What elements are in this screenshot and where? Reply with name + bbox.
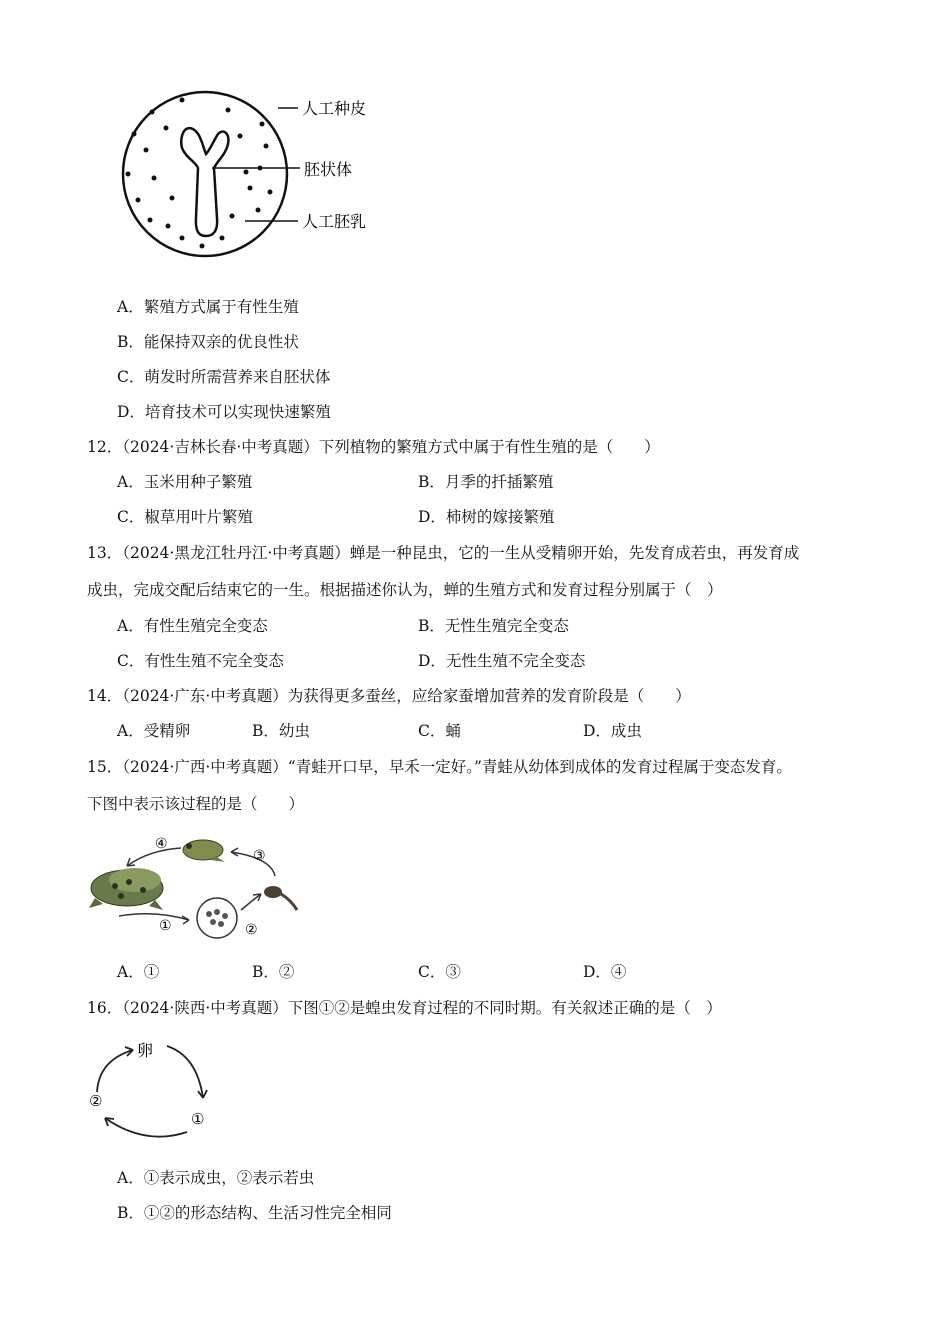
q13-option-d: D．无性生殖不完全变态 [418,652,586,670]
q15-option-b: B．② [252,963,295,981]
q12-option-c: C．椒草用叶片繁殖 [117,508,253,526]
q16-option-a: A．①表示成虫，②表示若虫 [117,1169,315,1187]
locust-lifecycle-figure [85,1032,225,1147]
q14-option-d: D．成虫 [583,722,642,740]
frog-mark-4: ④ [155,836,168,852]
frog-lifecycle-figure [85,828,305,948]
q11-option-c: C．萌发时所需营养来自胚状体 [117,368,331,386]
q15-stem-line2: 下图中表示该过程的是（ ） [87,795,305,813]
frog-mark-1: ① [159,918,172,934]
q16-option-b: B．①②的形态结构、生活习性完全相同 [117,1204,392,1222]
q11-option-b: B．能保持双亲的优良性状 [117,333,299,351]
artificial-seed-figure [110,88,400,263]
frog-mark-2: ② [245,922,258,938]
q12-option-a: A．玉米用种子繁殖 [117,473,253,491]
q14-option-a: A．受精卵 [117,722,191,740]
q15-stem-line1: 15．（2024·广西·中考真题）“青蛙开口早，早禾一定好。”青蛙从幼体到成体的发育过程属于变态发育。 [87,758,792,776]
q14-option-b: B．幼虫 [252,722,310,740]
q13-stem-line1: 13．（2024·黑龙江牡丹江·中考真题）蝉是一种昆虫，它的一生从受精卵开始，先发育成若虫，再发育成 [87,544,800,562]
frog-mark-3: ③ [253,848,266,864]
seed-label-embryoid: 胚状体 [304,160,353,179]
q15-option-c: C．③ [418,963,461,981]
q13-stem-line2: 成虫，完成交配后结束它的一生。根据描述你认为，蝉的生殖方式和发育过程分别属于（ ） [87,581,723,599]
locust-label-2: ② [89,1092,103,1110]
q13-option-b: B．无性生殖完全变态 [418,617,569,635]
q11-option-a: A．繁殖方式属于有性生殖 [117,298,299,316]
seed-label-endosperm: 人工胚乳 [302,212,367,231]
q12-stem: 12．（2024·吉林长春·中考真题）下列植物的繁殖方式中属于有性生殖的是（ ） [87,438,660,456]
q12-option-d: D．柿树的嫁接繁殖 [418,508,555,526]
q15-option-a: A．① [117,963,160,981]
q14-option-c: C．蛹 [418,722,461,740]
q11-option-d: D．培育技术可以实现快速繁殖 [117,403,331,421]
seed-label-coat: 人工种皮 [302,99,367,118]
q16-stem: 16．（2024·陕西·中考真题）下图①②是蝗虫发育过程的不同时期。有关叙述正确的是（ ） [87,999,722,1017]
q13-option-a: A．有性生殖完全变态 [117,617,268,635]
locust-label-egg: 卵 [137,1041,154,1060]
q13-option-c: C．有性生殖不完全变态 [117,652,284,670]
q12-option-b: B．月季的扦插繁殖 [418,473,554,491]
q15-option-d: D．④ [583,963,627,981]
locust-label-1: ① [191,1110,205,1128]
q14-stem: 14．（2024·广东·中考真题）为获得更多蚕丝，应给家蚕增加营养的发育阶段是（ ） [87,687,691,705]
